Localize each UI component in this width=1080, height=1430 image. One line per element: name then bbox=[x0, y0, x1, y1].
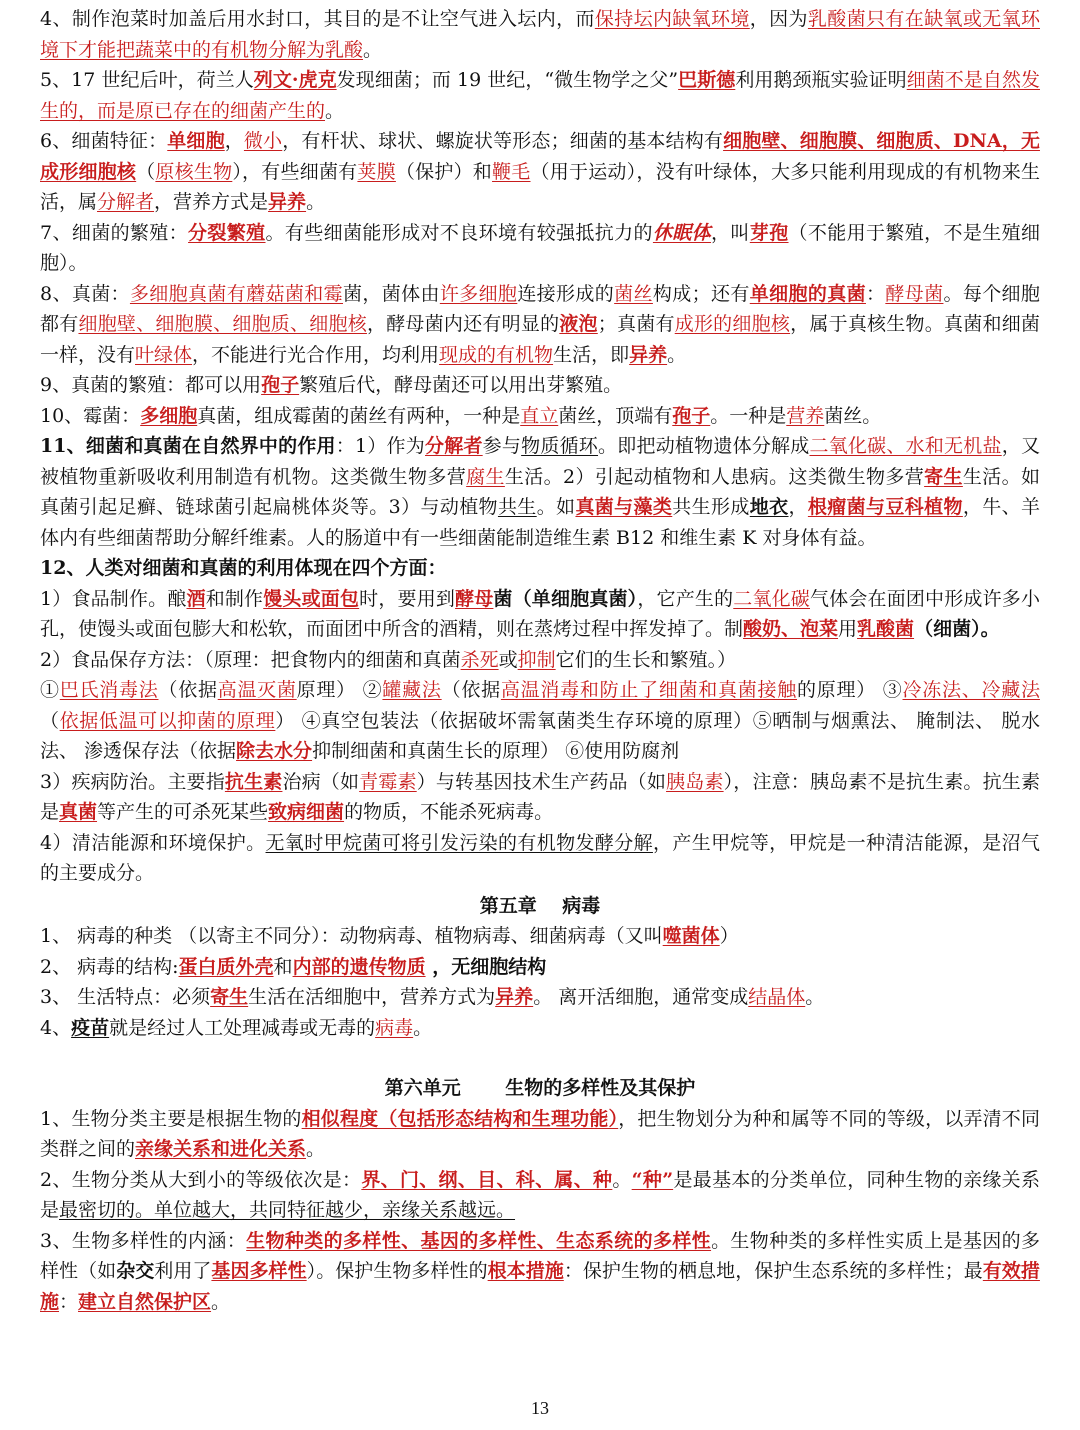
highlighted-term: “种” bbox=[631, 1168, 674, 1191]
text-run: ，牛、羊体内有些细菌帮助分解纤维素。人的肠道中有一些细菌能制造维生素 B12 和维生素 K 对身体有益。 bbox=[40, 496, 1040, 549]
text-run: （保护）和 bbox=[395, 160, 493, 183]
paragraph-2 bbox=[40, 65, 1040, 126]
text-run: 共生形成 bbox=[672, 496, 750, 518]
text-run: 2、生物分类从大到小的等级依次是： bbox=[40, 1168, 362, 1191]
text-run: 5、17 世纪后叶，荷兰人 bbox=[40, 69, 254, 91]
text-run: 利用鹅颈瓶实验证明 bbox=[735, 69, 907, 91]
text-run: 菌，菌体由 bbox=[342, 282, 440, 305]
text-run: ， bbox=[224, 130, 244, 152]
highlighted-term: 乳酸菌 bbox=[857, 618, 915, 640]
paragraph-11 bbox=[40, 645, 1040, 676]
highlighted-term: 内部的遗传物质 bbox=[292, 955, 426, 978]
text-run: 连接形成的 bbox=[517, 282, 615, 305]
text-run: 菌丝。 bbox=[824, 404, 882, 427]
highlighted-term: 二氧化碳、水和无机盐 bbox=[809, 435, 1002, 457]
highlighted-term: 真菌与藻类 bbox=[575, 496, 673, 518]
text-run: （细菌）。 bbox=[914, 618, 1000, 640]
text-run: 4、 bbox=[40, 1016, 72, 1039]
text-run: 。即把动植物遗体分解成 bbox=[598, 435, 810, 457]
text-run: ，营养方式是 bbox=[154, 191, 269, 213]
text-run: 生活。如真菌引起足癣、链球菌引起扁桃体炎等。3）与动植物 bbox=[40, 465, 1040, 518]
highlighted-term: 罐藏法 bbox=[382, 679, 442, 701]
text-run: （不能用于繁殖，不是生殖细胞）。 bbox=[40, 221, 1040, 274]
highlighted-term: 许多细胞 bbox=[439, 282, 518, 305]
text-run: ） ④真空包装法（依据破坏需氧菌类生存环境的原理）⑤晒制与烟熏法、 腌制法、 脱水法、 渗透保存法（依据 bbox=[40, 709, 1040, 762]
virus-section bbox=[40, 921, 1040, 1043]
text-run: （依据 bbox=[158, 679, 218, 701]
text-run: ，无细胞结构 bbox=[425, 955, 547, 978]
highlighted-term: 引发污染的有机物发酵分解 bbox=[420, 831, 653, 854]
highlighted-term: 高温灭菌 bbox=[217, 679, 297, 701]
highlighted-term: 原核生物 bbox=[155, 160, 233, 183]
text-run: ：保护生物的栖息地，保护生态系统的多样性；最 bbox=[563, 1260, 983, 1282]
text-run: ，又被植物重新吸收利用制造有机物。这类微生物多营 bbox=[40, 435, 1040, 488]
highlighted-term: 多细胞 bbox=[140, 404, 198, 427]
highlighted-term: 除去水分 bbox=[236, 740, 313, 762]
paragraph-14 bbox=[40, 828, 1040, 889]
highlighted-term: 酒 bbox=[186, 587, 206, 610]
paragraph-1 bbox=[40, 4, 1040, 65]
text-run: 。 bbox=[612, 1168, 632, 1191]
biodiversity-item-2 bbox=[40, 1165, 1040, 1226]
text-run: 。有些细菌能形成对不良环境有较强抵抗力的 bbox=[265, 221, 653, 244]
highlighted-term: 寄生 bbox=[210, 986, 249, 1008]
paragraph-4 bbox=[40, 218, 1040, 279]
text-run: （用于运动），没有叶绿体，大多只能利用现成的有机物来生活，属 bbox=[40, 160, 1040, 213]
text-run: 4、制作泡菜时加盖后用水封口，其目的是不让空气进入坛内，而 bbox=[40, 8, 595, 30]
text-run: ），注意：胰岛素不是抗生素。抗生素是 bbox=[40, 770, 1040, 823]
biodiversity-item-1 bbox=[40, 1104, 1040, 1165]
highlighted-term: 病毒 bbox=[375, 1016, 414, 1039]
text-run: 。 离开活细胞，通常变成 bbox=[533, 986, 749, 1008]
text-run: 用 bbox=[838, 618, 858, 640]
paragraph-13 bbox=[40, 767, 1040, 828]
highlighted-term: 异养 bbox=[268, 191, 307, 213]
paragraph-7 bbox=[40, 401, 1040, 432]
virus-item-1 bbox=[40, 921, 1040, 952]
text-run: ，把生物划分为种和属等不同的等级，以弄清不同类群之间的 bbox=[40, 1107, 1040, 1160]
text-run: ：1）作为 bbox=[335, 435, 425, 457]
text-run: ，叫 bbox=[711, 221, 750, 244]
highlighted-term: 分解者 bbox=[425, 435, 483, 457]
highlighted-term: 真菌 bbox=[59, 801, 98, 823]
text-run: 繁殖后代，酵母菌还可以用出芽繁殖。 bbox=[299, 374, 623, 396]
text-run: 原理） ② bbox=[296, 679, 383, 701]
text-run: 1、生物分类主要是根据生物的 bbox=[40, 1107, 302, 1130]
text-run: 或 bbox=[498, 648, 518, 671]
text-run: 2）食品保存方法：（原理：把食物内的细菌和真菌 bbox=[40, 648, 461, 671]
text-run: ），有些细菌有 bbox=[232, 160, 358, 183]
text-run: 。如 bbox=[536, 496, 576, 518]
highlighted-term: 腐生 bbox=[466, 465, 505, 488]
highlighted-term: 单细胞 bbox=[167, 130, 225, 152]
highlighted-term: 细菌不是自然发生的，而是原已存在的细菌产生的 bbox=[40, 69, 1040, 122]
text-run: ，不能进行光合作用，均利用 bbox=[192, 343, 440, 366]
highlighted-term: 异养 bbox=[629, 343, 668, 366]
highlighted-term: 青霉素 bbox=[359, 770, 417, 793]
text-run: 。 bbox=[805, 986, 825, 1008]
highlighted-term: 基因多样性 bbox=[211, 1260, 307, 1282]
highlighted-term: 列文·虎克 bbox=[253, 69, 337, 91]
text-run: 。 bbox=[667, 343, 687, 366]
highlighted-term: 分裂繁殖 bbox=[188, 221, 266, 244]
highlighted-term: 相似程度（包括形态结构和生理功能） bbox=[301, 1107, 619, 1130]
text-run: 2、 病毒的结构: bbox=[40, 955, 179, 978]
chapter5-title: 第五章 病毒 bbox=[479, 894, 601, 917]
highlighted-term: 胰岛素 bbox=[666, 770, 724, 793]
highlighted-term: 多细胞真菌有蘑菇菌和霉 bbox=[129, 282, 343, 305]
highlighted-term: 异养 bbox=[495, 986, 534, 1008]
highlighted-term: 建立自然保护区 bbox=[78, 1290, 212, 1313]
text-run: 是最基本的分类单位，同种生物的亲缘关系是 bbox=[40, 1168, 1040, 1221]
text-run: 。 bbox=[325, 99, 345, 122]
text-run: 真菌，组成霉菌的菌丝有两种，一种是 bbox=[197, 404, 521, 427]
highlighted-term: 细胞壁、细胞膜、细胞质、细胞核 bbox=[78, 313, 367, 335]
text-run: 11、细菌和真菌在自然界中的作用 bbox=[40, 435, 336, 457]
highlighted-term: 芽孢 bbox=[749, 221, 789, 244]
text-run: 3、生物多样性的内涵： bbox=[40, 1229, 247, 1252]
text-run: 。 bbox=[413, 1016, 433, 1039]
highlighted-term: 根瘤菌与豆科植物 bbox=[807, 496, 963, 518]
highlighted-term: 寄生 bbox=[924, 465, 963, 488]
highlighted-term: 蛋白质外壳 bbox=[178, 955, 274, 978]
text-run: 治病（如 bbox=[282, 770, 360, 793]
highlighted-term: 叶绿体 bbox=[135, 343, 193, 366]
text-run: 就是经过人工处理减毒或无毒的 bbox=[109, 1016, 376, 1039]
highlighted-term: 单细胞的真菌 bbox=[749, 282, 866, 305]
highlighted-term: 微小 bbox=[243, 130, 283, 152]
text-run: 和 bbox=[273, 955, 293, 978]
highlighted-term: 最密切的。单位越大，共同特征越少，亲缘关系越远。 bbox=[59, 1199, 516, 1221]
text-run: 参与 bbox=[482, 435, 522, 457]
highlighted-term: 巴斯德 bbox=[678, 69, 736, 91]
text-run: ① bbox=[40, 679, 60, 701]
highlighted-term: 酵母菌 bbox=[885, 282, 944, 305]
text-run: ， bbox=[788, 496, 808, 518]
text-run: 9、真菌的繁殖：都可以用 bbox=[40, 374, 262, 396]
virus-item-2 bbox=[40, 952, 1040, 983]
text-run: 生活。2）引起动植物和人患病。这类微生物多营 bbox=[504, 465, 925, 488]
text-run: ，因为 bbox=[749, 8, 808, 30]
text-run: 3）疾病防治。主要指 bbox=[40, 770, 225, 793]
text-run: ）。保护生物多样性的 bbox=[306, 1260, 488, 1282]
text-run: 10、霉菌： bbox=[40, 404, 141, 427]
paragraph-5 bbox=[40, 279, 1040, 371]
highlighted-term: 依据低温可以抑菌的原理 bbox=[59, 709, 276, 732]
highlighted-term: 二氧化碳 bbox=[733, 587, 810, 610]
virus-item-4 bbox=[40, 1013, 1040, 1044]
page-number: 13 bbox=[531, 1398, 549, 1418]
paragraph-8 bbox=[40, 431, 1040, 553]
highlighted-term: 营养 bbox=[786, 404, 825, 427]
highlighted-term: 噬菌体 bbox=[662, 925, 720, 947]
text-run: 。每个细胞都有 bbox=[40, 282, 1040, 335]
highlighted-term: 菌丝 bbox=[614, 282, 653, 305]
text-run: （ bbox=[136, 160, 156, 183]
text-run: 它们的生长和繁殖。） bbox=[555, 648, 737, 671]
text-run: ，产生甲烷等，甲烷是一种清洁能源，是沼气的主要成分。 bbox=[40, 831, 1040, 884]
text-run: 发现细菌；而 19 世纪，“微生物学之父” bbox=[336, 69, 679, 91]
text-run: 菌（单细胞真菌） bbox=[493, 587, 638, 610]
highlighted-term: 结晶体 bbox=[748, 986, 806, 1008]
text-run: 和制作 bbox=[205, 587, 264, 610]
paragraph-12 bbox=[40, 675, 1040, 767]
section-gap bbox=[40, 1043, 1040, 1071]
highlighted-term: 界、门、纲、目、科、属、种 bbox=[361, 1168, 613, 1191]
text-run: ） bbox=[719, 925, 739, 947]
text-run: ： bbox=[59, 1290, 79, 1313]
text-run: 。生物种类的多样性实质上是基因的多样性（如 bbox=[40, 1229, 1040, 1282]
highlighted-term: 冷冻法、冷藏法 bbox=[902, 679, 1040, 701]
highlighted-term: 休眠体 bbox=[652, 221, 712, 244]
unit6-title: 第六单元 生物的多样性及其保护 bbox=[384, 1077, 696, 1099]
paragraph-6 bbox=[40, 370, 1040, 401]
virus-item-3 bbox=[40, 982, 1040, 1013]
highlighted-term: 抗生素 bbox=[224, 770, 283, 793]
highlighted-term: 杀死 bbox=[460, 648, 499, 671]
highlighted-term: 孢子 bbox=[672, 404, 711, 427]
text-run: （依据 bbox=[441, 679, 501, 701]
highlighted-term: 保持坛内缺氧环境 bbox=[594, 8, 750, 30]
text-run: 12、人类对细菌和真菌的利用体现在四个方面： bbox=[40, 557, 447, 579]
text-run: ，酵母菌内还有明显的 bbox=[366, 313, 560, 335]
text-run: 。 bbox=[306, 191, 326, 213]
text-run: 1、 病毒的种类 （以寄主不同分）：动物病毒、植物病毒、细菌病毒（又叫 bbox=[40, 925, 663, 947]
highlighted-term: 馒头或面包 bbox=[263, 587, 360, 610]
highlighted-term: 荚膜 bbox=[357, 160, 396, 183]
text-run: ，属于真核生物。真菌和细菌一样，没有 bbox=[40, 313, 1040, 366]
text-run: 6、细菌特征： bbox=[40, 130, 168, 152]
highlighted-term: 酸奶、泡菜 bbox=[743, 618, 839, 640]
text-run: 1）食品制作。酿 bbox=[40, 587, 187, 610]
highlighted-term: 孢子 bbox=[261, 374, 300, 396]
highlighted-term: 现成的有机物 bbox=[439, 343, 554, 366]
text-run: ，有杆状、球状、螺旋状等形态；细菌的基本结构有 bbox=[282, 130, 724, 152]
text-run: ；真菌有 bbox=[597, 313, 675, 335]
text-run: 。 bbox=[211, 1290, 231, 1313]
text-run: 4）清洁能源和环境保护。 bbox=[40, 831, 266, 854]
text-run: 杂交 bbox=[116, 1260, 155, 1282]
highlighted-term: 液泡 bbox=[559, 313, 598, 335]
highlighted-term: 地衣 bbox=[749, 496, 789, 518]
biodiversity-item-3 bbox=[40, 1226, 1040, 1318]
paragraph-10 bbox=[40, 584, 1040, 645]
text-run: 3、 生活特点：必须 bbox=[40, 986, 211, 1008]
highlighted-term: 疫苗 bbox=[71, 1016, 110, 1039]
text-run: ，它产生的 bbox=[637, 587, 734, 610]
highlighted-term: 高温消毒和防止了细菌和真菌接触 bbox=[500, 679, 798, 701]
text-run: 生活在活细胞中，营养方式为 bbox=[248, 986, 496, 1008]
biodiversity-section bbox=[40, 1104, 1040, 1318]
highlighted-term: 成形的细胞核 bbox=[674, 313, 791, 335]
highlighted-term: 亲缘关系和进化关系 bbox=[135, 1138, 307, 1160]
highlighted-term: 鞭毛 bbox=[492, 160, 531, 183]
highlighted-term: 生物种类的多样性、基因的多样性、生态系统的多样性 bbox=[246, 1229, 712, 1252]
text-run: 抑制细菌和真菌生长的原理） ⑥使用防腐剂 bbox=[312, 740, 680, 762]
microbes-section bbox=[40, 4, 1040, 889]
text-run: 8、真菌： bbox=[40, 282, 130, 305]
text-run: 。一种是 bbox=[710, 404, 787, 427]
highlighted-term: 有效措施 bbox=[40, 1260, 1040, 1313]
text-run: 利用了 bbox=[154, 1260, 212, 1282]
highlighted-term: 物质循环 bbox=[521, 435, 599, 457]
highlighted-term: 乳酸菌只有在缺氧或无氧环境下才能把蔬菜中的有机物分解为乳酸 bbox=[40, 8, 1040, 61]
text-run: 时，要用到 bbox=[359, 587, 456, 610]
text-run: 的物质，不能杀死病毒。 bbox=[344, 801, 554, 823]
highlighted-term: 细胞壁、细胞膜、细胞质、DNA，无成形细胞核 bbox=[40, 130, 1040, 183]
highlighted-term: 致病细菌 bbox=[268, 801, 345, 823]
highlighted-term: 酵母 bbox=[455, 587, 494, 610]
paragraph-9 bbox=[40, 553, 1040, 584]
text-run: ）与转基因技术生产药品（如 bbox=[416, 770, 667, 793]
text-run: （ bbox=[40, 709, 60, 732]
text-run: 。 bbox=[306, 1138, 326, 1160]
highlighted-term: 根本措施 bbox=[487, 1260, 564, 1282]
highlighted-term: 巴氏消毒法 bbox=[59, 679, 159, 701]
text-run: 构成；还有 bbox=[652, 282, 750, 305]
text-run: 。 bbox=[363, 38, 383, 61]
text-run: 菌丝，顶端有 bbox=[558, 404, 673, 427]
highlighted-term: 抑制 bbox=[517, 648, 556, 671]
text-run: 气体会在面团中形成许多小孔，使馒头或面包膨大和松软，而面团中所含的酒精，则在蒸烤过程中挥发掉了。制 bbox=[40, 587, 1040, 640]
text-run: 等产生的可杀死某些 bbox=[97, 801, 269, 823]
text-run: 生活，即 bbox=[553, 343, 630, 366]
text-run: ： bbox=[865, 282, 886, 305]
paragraph-3 bbox=[40, 126, 1040, 218]
text-run: 的原理） ③ bbox=[797, 679, 903, 701]
highlighted-term: 共生 bbox=[497, 496, 537, 518]
highlighted-term: 直立 bbox=[520, 404, 559, 427]
highlighted-term: 无氧时甲烷菌可将 bbox=[265, 831, 421, 854]
text-run: 7、细菌的繁殖： bbox=[40, 221, 189, 244]
highlighted-term: 分解者 bbox=[97, 191, 155, 213]
